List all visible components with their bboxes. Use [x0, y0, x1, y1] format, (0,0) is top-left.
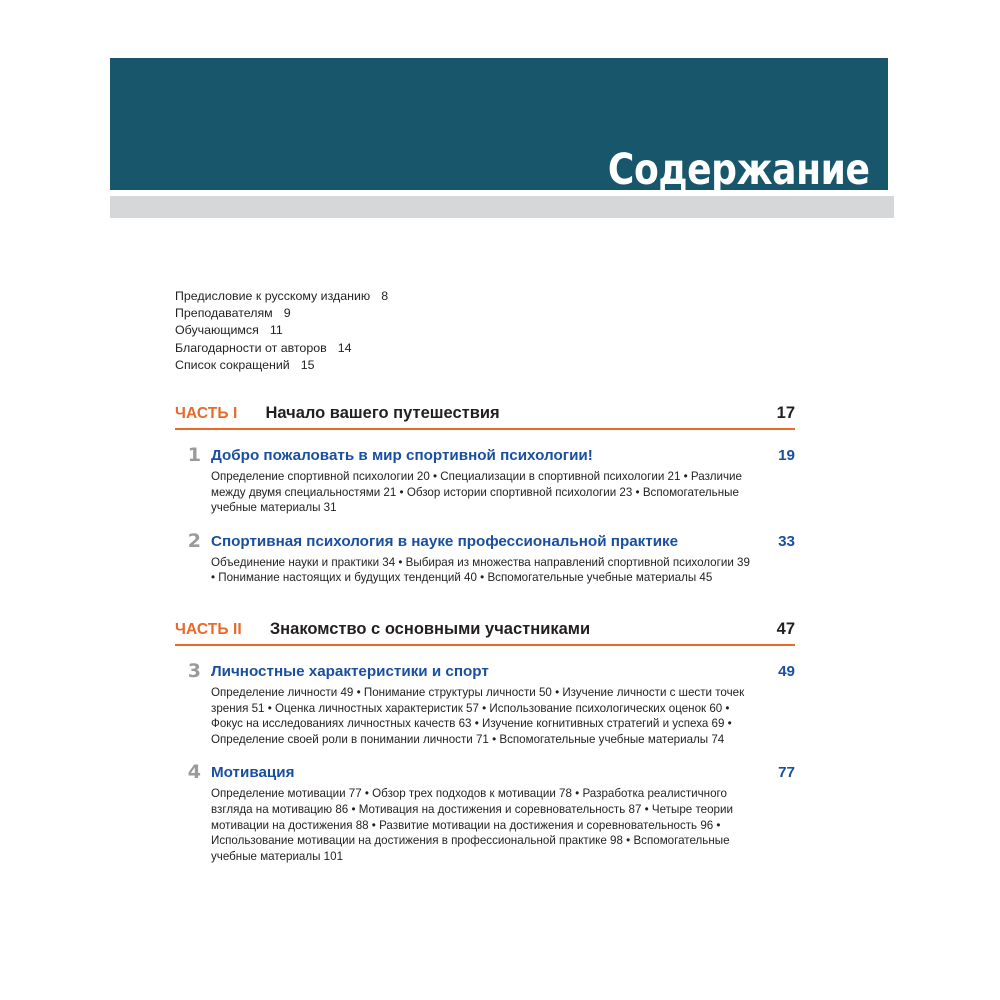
part-label: ЧАСТЬ II	[175, 620, 242, 638]
chapter-sections: Определение мотивации 77 • Обзор трех подходов к мотивации 78 • Разработка реалистичного взгляда на мотивацию 86 • Мотивация на достижения и соревновательность 87 • Четыре теории мотивации на достижения 88 • Развитие мотивации на достижения и соревновательность 96 • Использование мотивации на достижения в профессиональной практике 98 • Вспомогательные учебные материалы 101	[211, 787, 733, 863]
chapter-page-number: 77	[778, 764, 795, 782]
toc-chapter[interactable]	[175, 529, 795, 586]
front-matter-row[interactable]	[175, 357, 795, 374]
front-matter-row[interactable]	[175, 288, 795, 305]
chapter-sections: Определение спортивной психологии 20 • Специализации в спортивной психологии 21 • Различие между двумя специальностями 21 • Обзор истории спортивной психологии 23 • Вспомогательные учебные материалы 31	[211, 470, 742, 515]
part-title: Знакомство с основными участниками	[269, 619, 591, 638]
chapter-sections: Объединение науки и практики 34 • Выбирая из множества направлений спортивной психологии 39 • Понимание настоящих и будущих тенденций 40 • Вспомогательные учебные материалы 45	[211, 555, 750, 585]
toc-part	[175, 404, 795, 586]
front-matter-row[interactable]	[175, 305, 795, 322]
toc-part	[175, 620, 795, 864]
part-label: ЧАСТЬ I	[175, 405, 238, 422]
front-matter-list	[175, 288, 795, 374]
part-page-number: 17	[776, 404, 795, 422]
front-matter-page-number: 9	[283, 306, 291, 321]
part-title: Начало вашего путешествия	[265, 404, 500, 422]
chapter-number: 4	[187, 761, 201, 784]
chapter-header[interactable]	[211, 533, 795, 550]
front-matter-page-number: 8	[381, 289, 389, 303]
part-header[interactable]	[175, 620, 795, 646]
front-matter-row[interactable]	[175, 322, 795, 339]
chapter-page-number: 19	[778, 447, 795, 464]
chapter-page-number: 49	[778, 662, 795, 680]
chapter-title: Добро пожаловать в мир спортивной психологии!	[211, 447, 593, 464]
chapter-number: 2	[187, 529, 201, 552]
front-matter-label: Предисловие к русскому изданию	[175, 289, 371, 303]
chapter-header[interactable]	[211, 764, 795, 781]
front-matter-label: Список сокращений	[175, 357, 290, 372]
toc-chapter[interactable]	[175, 659, 795, 747]
front-matter-label: Преподавателям	[175, 306, 273, 321]
front-matter-label: Благодарности от авторов	[175, 340, 327, 355]
chapter-title: Мотивация	[211, 764, 295, 782]
chapter-page-number: 33	[778, 532, 795, 550]
chapter-title: Личностные характеристики и спорт	[211, 662, 489, 680]
chapter-number: 3	[187, 659, 201, 682]
chapter-header[interactable]	[211, 663, 795, 680]
part-page-number: 47	[776, 619, 795, 638]
front-matter-page-number: 11	[269, 323, 283, 338]
chapter-number: 1	[187, 444, 201, 466]
front-matter-page-number: 14	[337, 340, 352, 355]
toc-chapter[interactable]	[175, 444, 795, 516]
toc-parts-list	[175, 404, 795, 864]
chapter-header[interactable]	[211, 447, 795, 464]
toc-chapter[interactable]	[175, 761, 795, 864]
chapter-title: Спортивная психология в науке профессиональной практике	[211, 532, 679, 550]
front-matter-page-number: 15	[300, 357, 315, 372]
header-gray-bar	[110, 196, 894, 218]
header-banner	[110, 58, 888, 195]
part-header[interactable]	[175, 404, 795, 430]
front-matter-label: Обучающимся	[175, 323, 259, 338]
page-title: Содержание	[608, 145, 870, 195]
front-matter-row[interactable]	[175, 340, 795, 357]
chapter-sections: Определение личности 49 • Понимание структуры личности 50 • Изучение личности с шести точек зрения 51 • Оценка личностных характеристик 57 • Использование психологических оценок 60 • Фокус на исследованиях личностных качеств 63 • Изучение когнитивных стратегий и успеха 69 • Определение своей роли в понимании личности 71 • Вспомогательные учебные материалы 74	[211, 685, 745, 746]
